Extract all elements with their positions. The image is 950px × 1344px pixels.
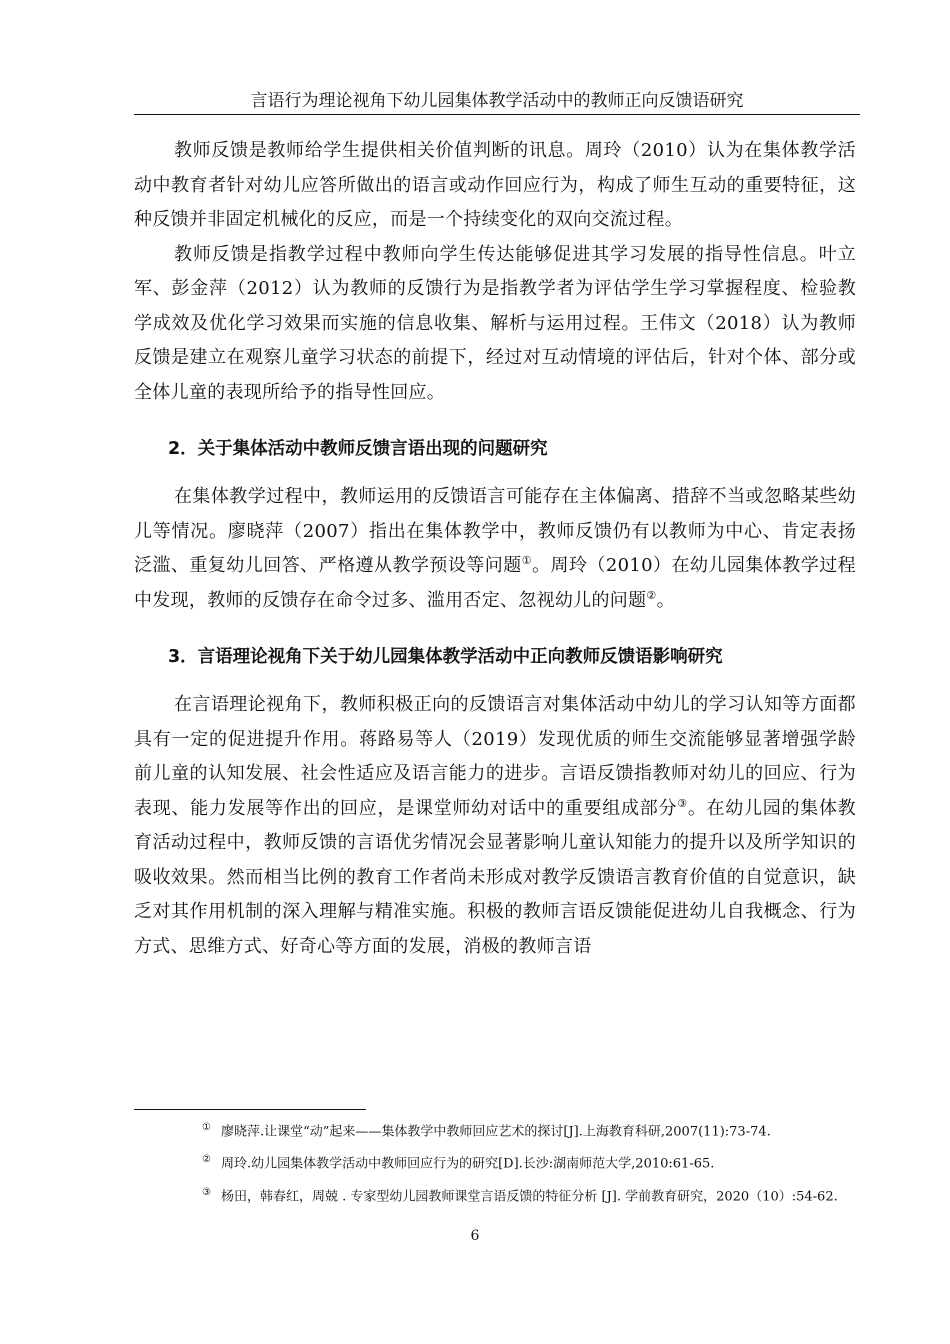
paragraph-3-part-a: 在集体教学过程中，教师运用的反馈语言可能存在主体偏离、措辞不当或忽略某些幼儿等情况。廖晓萍（2007）指出在集体教学中，教师反馈仍有以教师为中心、肯定表扬泛滥、重复幼儿回答、严格遵从教学预设等问题 bbox=[134, 486, 856, 576]
paragraph-3 bbox=[134, 480, 856, 618]
footnote-text-3: 杨田，韩春红，周兢 . 专家型幼儿园教师课堂言语反馈的特征分析 [J]. 学前教育研究，2020（10）:54-62. bbox=[220, 1188, 838, 1204]
footnote-text-1: 廖晓萍.让课堂“动”起来——集体教学中教师回应艺术的探讨[J].上海教育科研,2007(11):73-74. bbox=[220, 1124, 771, 1140]
footnote-text-2: 周玲.幼儿园集体教学活动中教师回应行为的研究[D].长沙:湖南师范大学,2010:61-65. bbox=[220, 1156, 715, 1172]
paragraph-1: 教师反馈是教师给学生提供相关价值判断的讯息。周玲（2010）认为在集体教学活动中教育者针对幼儿应答所做出的语言或动作回应行为，构成了师生互动的重要特征，这种反馈并非固定机械化的反应，而是一个持续变化的双向交流过程。 bbox=[134, 140, 856, 230]
section-heading-2: 2．关于集体活动中教师反馈言语出现的问题研究 bbox=[168, 439, 548, 459]
page-number: 6 bbox=[470, 1228, 480, 1244]
footnote-ref-1[interactable]: ① bbox=[521, 554, 533, 567]
paragraph-4 bbox=[134, 688, 856, 964]
footnote-3 bbox=[134, 1179, 856, 1211]
footnote-1 bbox=[134, 1114, 856, 1146]
footnote-mark-1: ① bbox=[202, 1122, 211, 1133]
footnote-2 bbox=[134, 1146, 856, 1178]
paragraph-2: 教师反馈是指教学过程中教师向学生传达能够促进其学习发展的指导性信息。叶立军、彭金萍（2012）认为教师的反馈行为是指教学者为评估学生学习掌握程度、检验教学成效及优化学习效果而实施的信息收集、解析与运用过程。王伟文（2018）认为教师反馈是建立在观察儿童学习状态的前提下，经过对互动情境的评估后，针对个体、部分或全体儿童的表现所给予的指导性回应。 bbox=[134, 243, 856, 403]
paragraph-3-part-c: 。 bbox=[656, 589, 675, 611]
footnote-rule bbox=[134, 1109, 366, 1110]
footnote-mark-2: ② bbox=[202, 1154, 211, 1166]
paragraph-4-part-b: 。在幼儿园的集体教育活动过程中，教师反馈的言语优劣情况会显著影响儿童认知能力的提升以及所学知识的吸收效果。然而相当比例的教育工作者尚未形成对教学反馈语言教育价值的自觉意识，缺乏对其作用机制的深入理解与精准实施。积极的教师言语反馈能促进幼儿自我概念、行为方式、思维方式、好奇心等方面的发展，消极的教师言语 bbox=[134, 797, 856, 957]
paragraph-4-part-a: 在言语理论视角下，教师积极正向的反馈语言对集体活动中幼儿的学习认知等方面都具有一定的促进提升作用。蒋路易等人（2019）发现优质的师生交流能够显著增强学龄前儿童的认知发展、社会性适应及语言能力的进步。言语反馈指教师对幼儿的回应、行为表现、能力发展等作出的回应，是课堂师幼对话中的重要组成部分 bbox=[134, 694, 856, 819]
main-content bbox=[134, 134, 856, 964]
running-header: 言语行为理论视角下幼儿园集体教学活动中的教师正向反馈语研究 bbox=[250, 91, 744, 111]
header-rule bbox=[134, 114, 860, 115]
footnote-ref-3[interactable]: ③ bbox=[677, 796, 688, 810]
footnote-ref-2[interactable]: ② bbox=[646, 588, 657, 602]
section-heading-3: 3．言语理论视角下关于幼儿园集体教学活动中正向教师反馈语影响研究 bbox=[168, 647, 723, 667]
footnote-mark-3: ③ bbox=[202, 1186, 211, 1198]
footnotes bbox=[134, 1114, 856, 1211]
paragraph-3-part-b: 。周玲（2010）在幼儿园集体教学过程中发现，教师的反馈存在命令过多、滥用否定、忽视幼儿的问题 bbox=[134, 555, 856, 611]
